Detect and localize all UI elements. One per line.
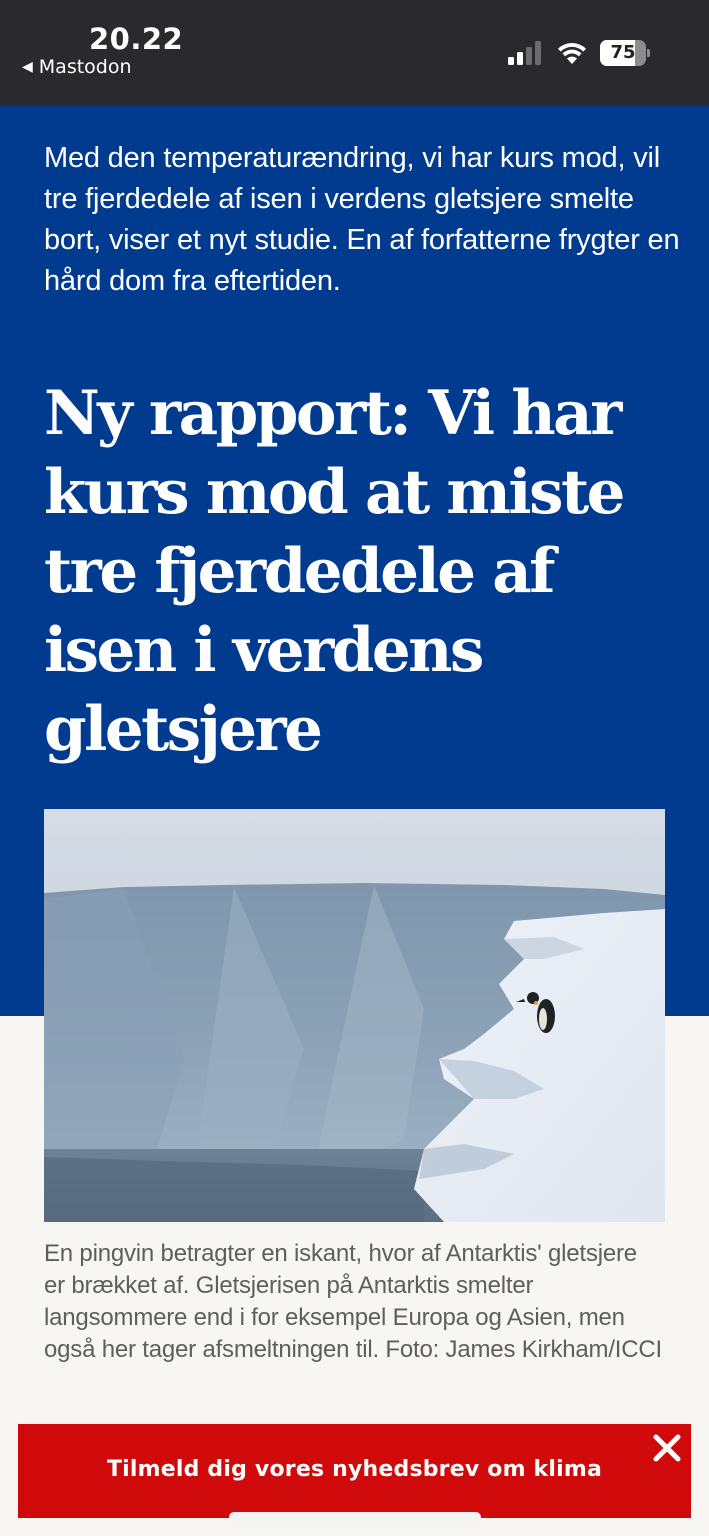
article-photo (44, 809, 665, 1222)
back-to-app-button[interactable] (22, 56, 132, 78)
back-triangle-icon: ◀ (22, 59, 33, 75)
newsletter-signup-label[interactable]: Tilmeld dig vores nyhedsbrev om klima (106, 1457, 603, 1482)
battery-percentage: 75 (610, 42, 636, 63)
battery-icon (600, 40, 650, 66)
cellular-signal-icon (508, 41, 544, 65)
photo-caption: En pingvin betragter en iskant, hvor af Antarktis' gletsjere er brækket af. Gletsjerisen på Antarktis smelter langsommere end i for eksempel Europa og Asien, men også her tager afsmeltningen til. Foto: James Kirkham/ICCI (44, 1240, 663, 1363)
article-headline: Ny rapport: Vi har kurs mod at miste tre fjerdedele af isen i verdens gletsjere (44, 378, 623, 765)
home-indicator[interactable] (229, 1512, 481, 1522)
status-time: 20.22 (89, 22, 184, 56)
close-icon[interactable] (651, 1432, 683, 1464)
newsletter-banner[interactable] (18, 1424, 691, 1518)
wifi-icon (556, 40, 588, 66)
back-app-label: Mastodon (38, 56, 132, 78)
article-lead: Med den temperaturændring, vi har kurs mod, vil tre fjerdedele af isen i verdens gletsjere smelte bort, viser et nyt studie. En af forfatterne frygter en hård dom fra eftertiden. (44, 142, 680, 297)
status-bar (0, 0, 709, 106)
